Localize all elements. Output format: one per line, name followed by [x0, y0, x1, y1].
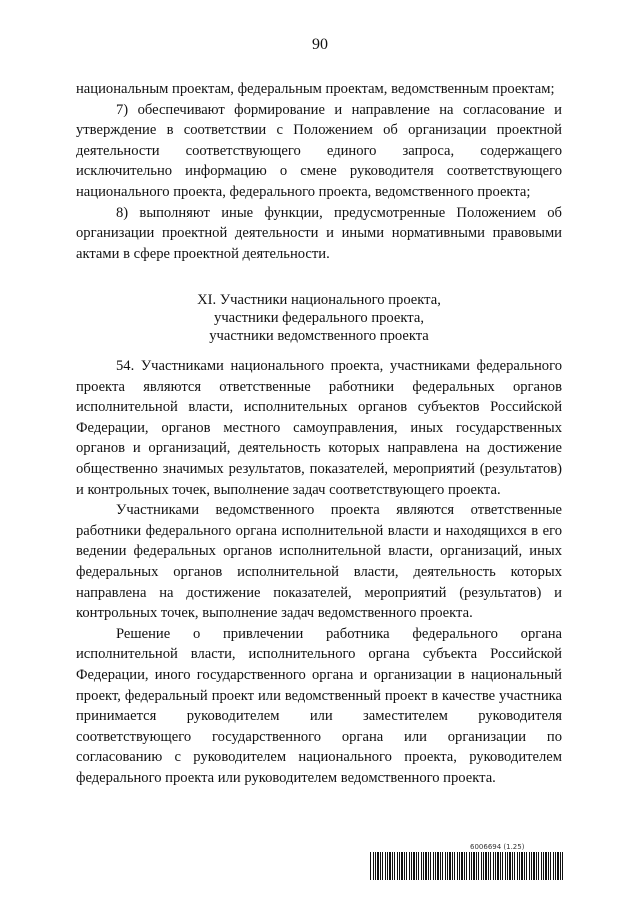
paragraph-item-7: 7) обеспечивают формирование и направление на согласование и утверждение в соответствии с Положением об организации проектной деятельности соответствующего единого запроса, содержащего исключительно информацию о смене руководителя соответствующего национального проекта, федерального проекта, ведомственного проекта;: [76, 101, 562, 200]
text-block-lower: [76, 356, 562, 788]
paragraph-54: 54. Участниками национального проекта, участниками федерального проекта являются ответственные работники федеральных органов исполнительной власти, исполнительных органов субъектов Российской Федерации, органов местного самоуправления, иных государственных органов и организаций, деятельность которых направлена на достижение общественно значимых результатов, показателей, мероприятий (результатов) и контрольных точек, выполнение задач соответствующего проекта.: [76, 358, 562, 498]
paragraph-projects-continuation: национальным проектам, федеральным проектам, ведомственным проектам;: [76, 81, 555, 97]
barcode: [370, 843, 566, 881]
text-block-upper: [76, 79, 562, 264]
section-heading: [76, 291, 562, 345]
paragraph-item-8: 8) выполняют иные функции, предусмотренные Положением об организации проектной деятельности и иными нормативными правовыми актами в сфере проектной деятельности.: [76, 204, 562, 262]
section-heading-line-3: участники ведомственного проекта: [209, 328, 429, 344]
barcode-caption: 6006694 (1.25): [470, 843, 525, 851]
barcode-graphic: [370, 852, 566, 880]
paragraph-participant-decision: Решение о привлечении работника федерального органа исполнительной власти, исполнительного органа субъекта Российской Федерации, иного государственного органа и организации в национальный проект, федеральный проект или ведомственный проект в качестве участника принимается руководителем или заместителем руководителя соответствующего государственного органа или организации по согласованию с руководителем национального проекта, руководителем федерального проекта или руководителем ведомственного проекта.: [76, 625, 562, 786]
section-heading-line-1: XI. Участники национального проекта,: [197, 292, 441, 308]
section-heading-line-2: участники федерального проекта,: [214, 310, 424, 326]
paragraph-departmental-participants: Участниками ведомственного проекта являются ответственные работники федерального органа исполнительной власти и находящихся в его ведении федеральных органов исполнительной власти, организаций, иных федеральных органов исполнительной власти, деятельность которых направлена на достижение показателей, мероприятий (результатов) и контрольных точек, выполнение задач ведомственного проекта.: [76, 502, 562, 622]
page-number: 90: [312, 36, 328, 53]
